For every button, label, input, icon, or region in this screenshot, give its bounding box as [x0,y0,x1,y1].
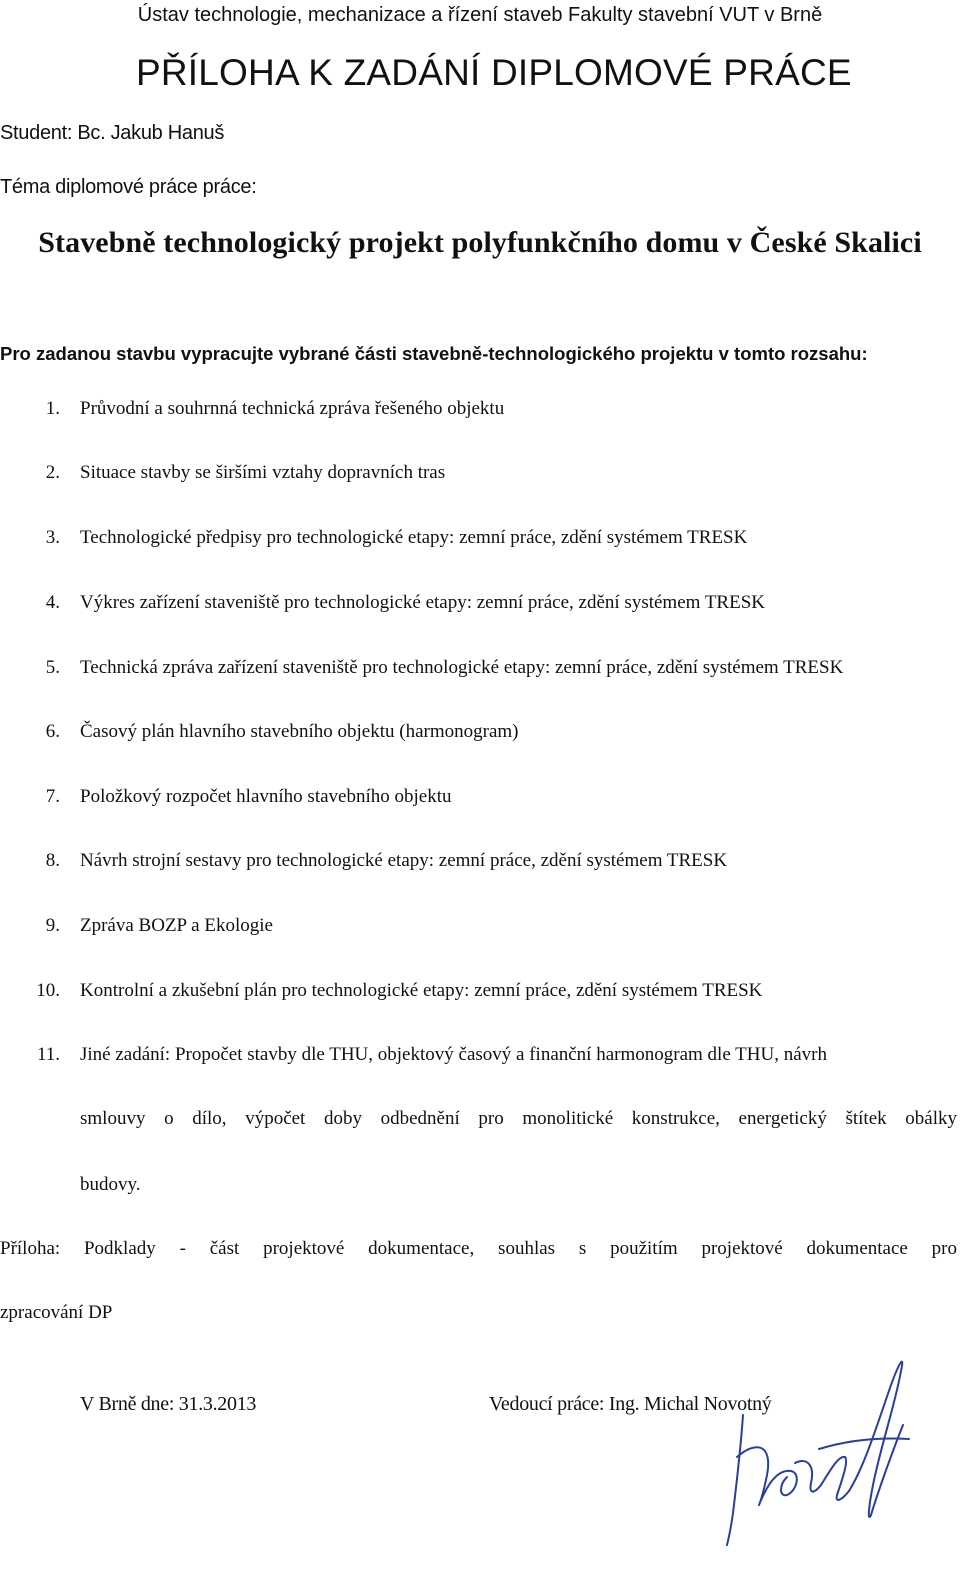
list-item-continuation-end: budovy. [80,1174,141,1195]
topic-label: Téma diplomové práce práce: [0,176,257,198]
document-title: PŘÍLOHA K ZADÁNÍ DIPLOMOVÉ PRÁCE [136,52,852,93]
list-item-number: 11. [36,1044,60,1065]
list-item-number: 3. [45,527,60,548]
list-item-text: Průvodní a souhrnná technická zpráva řešeného objektu [80,398,505,419]
supervisor-line: Vedoucí práce: Ing. Michal Novotný [489,1393,772,1415]
list-item-text: Zpráva BOZP a Ekologie [80,915,273,936]
list-item-number: 9. [45,915,60,936]
scope-intro: Pro zadanou stavbu vypracujte vybrané části stavebně-technologického projektu v tomto rozsahu: [0,343,868,364]
list-item-text: Kontrolní a zkušební plán pro technologické etapy: zemní práce, zdění systémem TRESK [80,980,763,1001]
list-item-number: 8. [45,850,60,871]
attachment-note: Příloha: Podklady - část projektové dokumentace, souhlas s použitím projektové dokumentace pro [0,1238,957,1259]
attachment-note-end: zpracování DP [0,1302,113,1323]
topic-title: Stavebně technologický projekt polyfunkčního domu v České Skalici [38,226,922,259]
list-item-number: 6. [45,721,60,742]
list-item-text: Situace stavby se širšími vztahy dopravních tras [80,462,446,483]
list-item-text: Časový plán hlavního stavebního objektu (harmonogram) [80,721,519,742]
student-name: Student: Bc. Jakub Hanuš [0,122,225,144]
list-item-text: Technologické předpisy pro technologické etapy: zemní práce, zdění systémem TRESK [80,527,748,548]
list-item-number: 1. [45,398,60,419]
institution-header: Ústav technologie, mechanizace a řízení staveb Fakulty stavební VUT v Brně [137,4,823,26]
list-item-number: 2. [45,462,60,483]
list-item-text: Návrh strojní sestavy pro technologické etapy: zemní práce, zdění systémem TRESK [80,850,728,871]
list-item-text: Jiné zadání: Propočet stavby dle THU, objektový časový a finanční harmonogram dle THU, návrh [80,1044,827,1065]
date-line: V Brně dne: 31.3.2013 [80,1393,257,1415]
list-item-number: 4. [45,592,60,613]
handwritten-signature [715,1345,915,1555]
list-item-text: Položkový rozpočet hlavního stavebního objektu [80,786,452,807]
list-item-text: Výkres zařízení staveniště pro technologické etapy: zemní práce, zdění systémem TRESK [80,592,766,613]
list-item-text: Technická zpráva zařízení staveniště pro technologické etapy: zemní práce, zdění systémem TRESK [80,657,844,678]
list-item-continuation: smlouvy o dílo, výpočet doby odbednění pro monolitické konstrukce, energetický štítek obálky [80,1108,957,1129]
list-item-number: 10. [36,980,60,1001]
list-item-number: 5. [45,657,60,678]
list-item-number: 7. [45,786,60,807]
